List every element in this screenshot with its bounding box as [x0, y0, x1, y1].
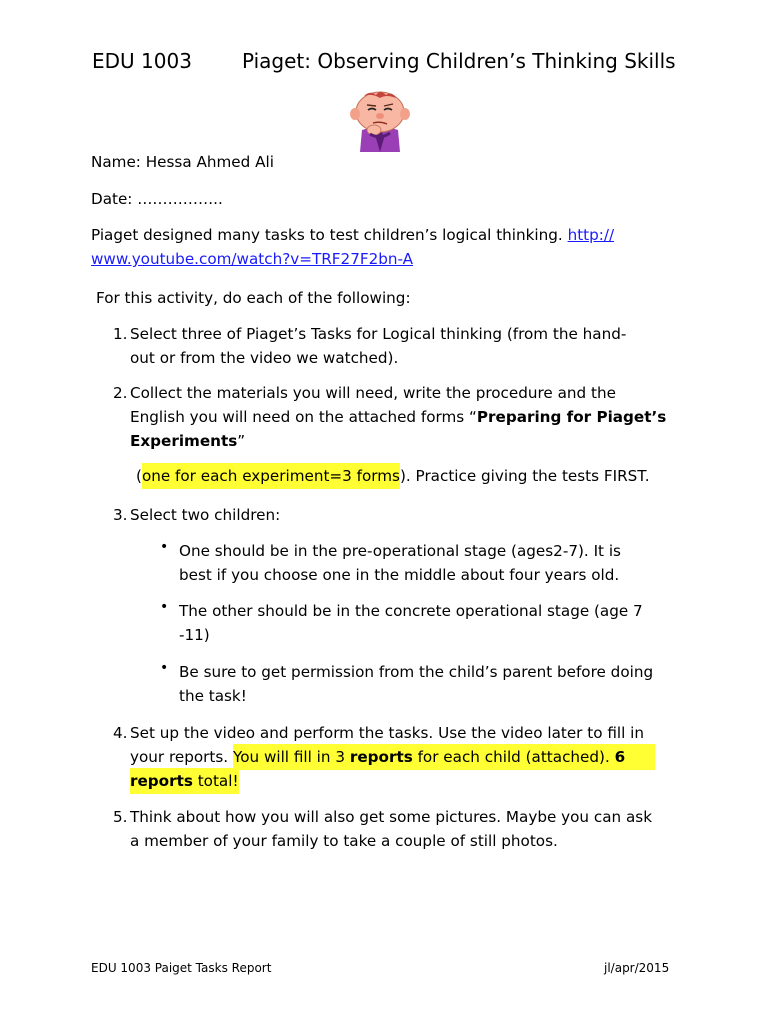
activity-lead: For this activity, do each of the following:	[96, 289, 411, 307]
reports-highlight-bold: reports	[349, 748, 413, 766]
bullet-3-line-2: the task!	[179, 687, 247, 705]
date-field: Date: ……………..	[91, 190, 223, 208]
bullet-icon: •	[160, 599, 169, 615]
reports-total-highlight	[130, 768, 239, 794]
item-5-number: 5.	[113, 808, 128, 826]
title-subject: Piaget: Observing Children’s Thinking Skills	[242, 49, 676, 73]
bullet-2-line-2: -11)	[179, 626, 210, 644]
form-title-part-1: Preparing for Piaget’s	[476, 408, 667, 426]
intro-line-1	[91, 223, 614, 247]
bullet-icon: •	[160, 539, 169, 555]
item-4-line-3	[130, 769, 239, 793]
reports-total-number: 6	[614, 748, 626, 766]
bullet-3-line-1: Be sure to get permission from the child’s parent before doing	[179, 663, 654, 681]
item-4-line-2-text: your reports.	[130, 748, 233, 766]
page-title	[92, 48, 692, 74]
item-2-number: 2.	[113, 384, 128, 402]
item-5-line-1: Think about how you will also get some pictures. Maybe you can ask	[130, 808, 653, 826]
course-code: EDU 1003	[92, 49, 192, 73]
item-2-line-1: Collect the materials you will need, write the procedure and the	[130, 384, 616, 402]
note-open-paren: (	[136, 467, 142, 485]
bullet-1-line-1: One should be in the pre-operational stage (ages2-7). It is	[179, 542, 621, 560]
reports-highlight	[233, 744, 655, 770]
item-2-line-3-quote: ”	[237, 432, 246, 450]
item-1-number: 1.	[113, 325, 128, 343]
item-4-line-2	[130, 745, 655, 769]
bullet-2-line-1: The other should be in the concrete operational stage (age 7	[179, 602, 643, 620]
bullet-icon: •	[160, 660, 169, 676]
bullet-1-line-2: best if you choose one in the middle about four years old.	[179, 566, 620, 584]
item-2-note	[136, 464, 650, 488]
footer-left: EDU 1003 Paiget Tasks Report	[91, 961, 272, 975]
student-name: Name: Hessa Ahmed Ali	[91, 153, 274, 171]
form-title-part-2: Experiments	[130, 432, 238, 450]
item-3-line-1: Select two children:	[130, 506, 281, 524]
item-3-number: 3.	[113, 506, 128, 524]
note-rest: ). Practice giving the tests FIRST.	[399, 467, 650, 485]
item-2-line-2-text: English you will need on the attached forms “	[130, 408, 477, 426]
item-5-line-2: a member of your family to take a couple of still photos.	[130, 832, 558, 850]
video-link-part-2[interactable]: www.youtube.com/watch?v=TRF27F2bn-A	[91, 250, 414, 268]
reports-highlight-text-1: You will fill in 3	[232, 748, 350, 766]
item-2-line-2	[130, 405, 666, 429]
reports-highlight-text-2: for each child (attached).	[412, 748, 615, 766]
item-4-line-1: Set up the video and perform the tasks. Use the video later to fill in	[130, 724, 644, 742]
item-1-line-1: Select three of Piaget’s Tasks for Logical thinking (from the hand-	[130, 325, 627, 343]
footer-right: jl/apr/2015	[604, 961, 670, 975]
item-2-line-3	[130, 429, 245, 453]
reports-total-bold: reports	[130, 772, 193, 790]
note-highlight: one for each experiment=3 forms	[142, 463, 400, 489]
thinking-boy-icon	[340, 86, 420, 152]
intro-line-2	[91, 247, 413, 271]
item-4-number: 4.	[113, 724, 128, 742]
item-1-line-2: out or from the video we watched).	[130, 349, 399, 367]
reports-total-text: total!	[192, 772, 239, 790]
video-link-part-1[interactable]: http://	[567, 226, 615, 244]
intro-text: Piaget designed many tasks to test children’s logical thinking.	[91, 226, 568, 244]
